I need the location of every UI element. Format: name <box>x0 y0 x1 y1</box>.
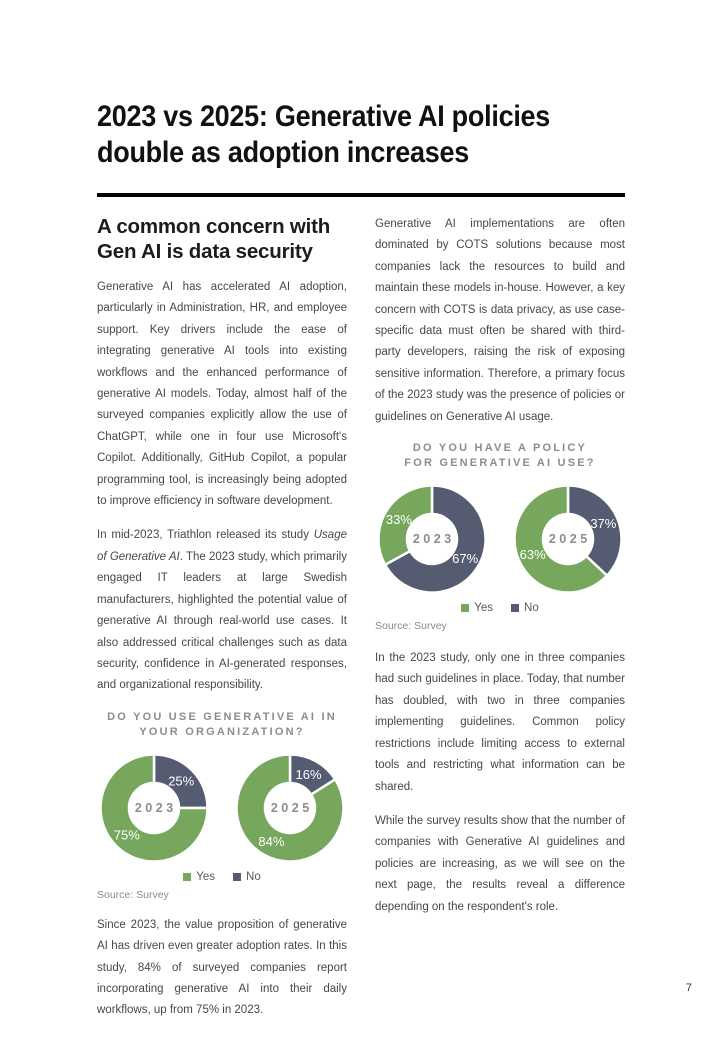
donut-2023 <box>99 753 209 863</box>
legend-label-yes: Yes <box>474 602 494 615</box>
legend-item-yes <box>461 602 493 614</box>
page-number: 7 <box>685 982 692 994</box>
donut-center-year: 2023 <box>134 800 177 815</box>
chart-title-line: DO YOU HAVE A POLICY <box>412 442 588 455</box>
slice-percentage-label: 67% <box>452 551 479 567</box>
slice-percentage-label: 63% <box>519 546 546 562</box>
legend-swatch-no <box>233 873 241 881</box>
chart-legend <box>97 871 347 883</box>
title-divider <box>97 193 625 197</box>
donut-center-year: 2025 <box>548 532 591 547</box>
legend-swatch-no <box>511 604 519 612</box>
left-column <box>97 214 347 1035</box>
chart-title-line: FOR GENERATIVE AI USE? <box>404 457 596 470</box>
paragraph-text: In mid-2023, Triathlon released its study <box>97 529 314 542</box>
legend-label-no: No <box>524 602 539 615</box>
section-heading: A common concern with Gen AI is data security <box>97 215 331 263</box>
paragraph: Generative AI has accelerated AI adoption, particularly in Administration, HR, and employee support. Key drivers include the ease of integrating generative AI tools into existing workflows and the enhanced performance of generative AI models. Today, almost half of the surveyed companies explicitly allow the use of ChatGPT, while one in four use Microsoft's Copilot. Additionally, GitHub Copilot, a popular programming tool, is increasingly being adopted to improve efficiency in software development. <box>97 281 347 508</box>
donut-svg-2023 <box>99 753 209 863</box>
slice-percentage-label: 33% <box>385 511 412 527</box>
chart-title-line: YOUR ORGANIZATION? <box>139 725 305 738</box>
chart-title-line: DO YOU USE GENERATIVE AI IN <box>107 710 337 723</box>
paragraph <box>97 525 347 696</box>
donut-svg-2023 <box>377 484 487 594</box>
donut-2025 <box>513 484 623 594</box>
paragraph: In the 2023 study, only one in three companies had such guidelines in place. Today, that number has doubled, with two in three companies implementing guidelines. Common policy restrictions include limiting access to external tools and restricting what information can be shared. <box>375 652 625 793</box>
donut-2025 <box>235 753 345 863</box>
chart-legend <box>375 602 625 614</box>
donut-svg-2025 <box>513 484 623 594</box>
legend-item-no <box>511 602 539 614</box>
donut-center-year: 2023 <box>412 532 455 547</box>
legend-swatch-yes <box>183 873 191 881</box>
two-column-layout <box>97 214 625 1035</box>
donut-center-year: 2025 <box>270 800 313 815</box>
chart-source: Source: Survey <box>375 620 447 633</box>
legend-item-yes <box>183 871 215 883</box>
donut-svg-2025 <box>235 753 345 863</box>
donut-row <box>97 753 347 863</box>
chart-title <box>375 441 625 471</box>
legend-swatch-yes <box>461 604 469 612</box>
slice-percentage-label: 84% <box>258 833 285 849</box>
paragraph: Since 2023, the value proposition of generative AI has driven even greater adoption rates. In this study, 84% of surveyed companies report incorporating generative AI into their daily workflows, up from 75% in 2023. <box>97 918 347 1017</box>
paragraph: While the survey results show that the number of companies with Generative AI guidelines and policies are increasing, as we will see on the next page, the results reveal a difference depending on the respondent's role. <box>375 814 625 913</box>
page-content <box>97 99 625 1035</box>
right-column <box>375 214 625 1035</box>
slice-percentage-label: 75% <box>113 827 140 843</box>
chart-source: Source: Survey <box>97 888 169 901</box>
chart-genai-usage <box>97 710 347 901</box>
legend-item-no <box>233 871 261 883</box>
slice-percentage-label: 37% <box>590 516 617 532</box>
legend-label-yes: Yes <box>196 870 216 883</box>
legend-label-no: No <box>246 870 261 883</box>
page-title: 2023 vs 2025: Generative AI policies double as adoption increases <box>97 100 551 169</box>
donut-2023 <box>377 484 487 594</box>
chart-title <box>97 710 347 740</box>
donut-row <box>375 484 625 594</box>
paragraph-text: . The 2023 study, which primarily engaged IT leaders at large Swedish manufacturers, highlighted the potential value of generative AI through real-world use cases. It also addressed critical challenges such as data security, confidence in AI-generated responses, and organizational responsibility. <box>97 550 347 692</box>
paragraph: Generative AI implementations are often dominated by COTS solutions because most companies lack the resources to build and maintain these models in-house. However, a key concern with COTS is data privacy, as use case-specific data must often be shared with third-party developers, raising the risk of exposing sensitive information. Therefore, a primary focus of the 2023 study was the presence of policies or guidelines on Generative AI usage. <box>375 218 625 423</box>
slice-percentage-label: 25% <box>168 772 195 788</box>
chart-genai-policy <box>375 441 625 632</box>
study-title-italic: Usage of Generative AI <box>97 529 347 563</box>
slice-percentage-label: 16% <box>295 766 322 782</box>
